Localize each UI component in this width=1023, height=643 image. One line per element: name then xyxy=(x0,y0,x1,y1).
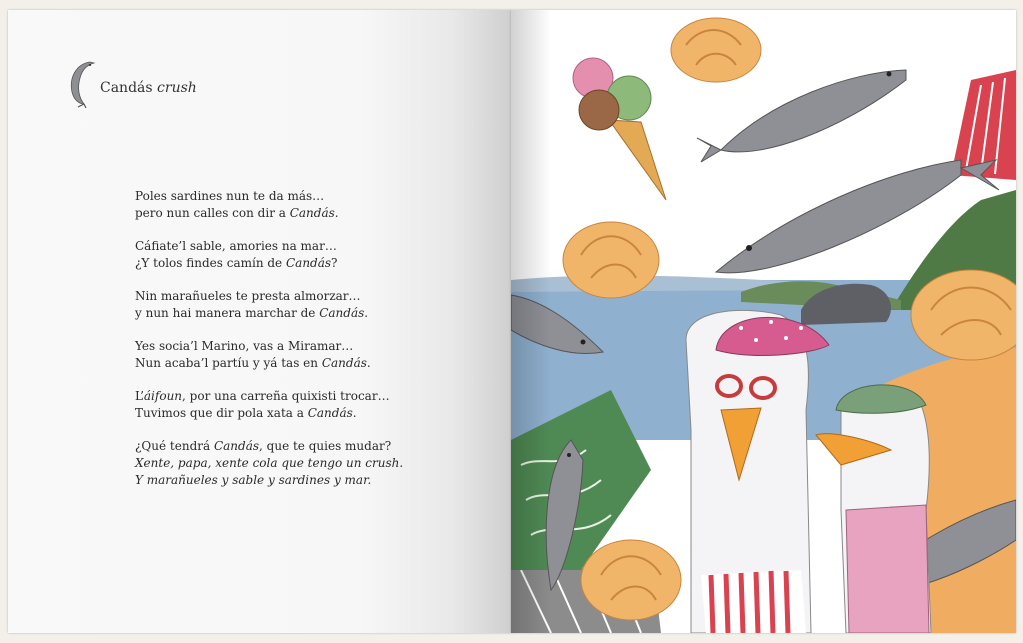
poem-text: . xyxy=(364,306,369,320)
stanza xyxy=(135,438,465,489)
striped-trunks xyxy=(701,570,806,633)
poem-text: y nun hai manera marchar de xyxy=(135,306,320,320)
poem-text: Candás xyxy=(213,439,260,453)
stanza xyxy=(135,188,465,222)
poem-text: L’ xyxy=(135,389,144,403)
poem-text: áifoun xyxy=(143,389,183,403)
poem-text: Candás xyxy=(307,406,353,420)
poem-text: , por una carreña quixisti trocar… xyxy=(182,389,390,403)
poem-line xyxy=(135,355,465,372)
pink-swimsuit xyxy=(846,505,929,633)
beach-illustration xyxy=(511,10,1016,633)
seagull-1 xyxy=(686,310,829,633)
poem-text: Cáfiate’l sable, amories na mar… xyxy=(135,239,337,253)
right-page xyxy=(511,10,1016,633)
sardine-1 xyxy=(697,70,906,162)
poem-line xyxy=(135,455,465,472)
poem xyxy=(135,188,465,505)
poem-text: pero nun calles con dir a xyxy=(135,206,290,220)
poem-line xyxy=(135,388,465,405)
poem-text: . xyxy=(352,406,357,420)
poem-line xyxy=(135,205,465,222)
poem-text: Candás xyxy=(289,206,335,220)
poem-line xyxy=(135,238,465,255)
poem-text: Tuvimos que dir pola xata a xyxy=(135,406,308,420)
poem-text: . xyxy=(366,356,371,370)
poem-text: . xyxy=(334,206,339,220)
pastry-4 xyxy=(581,540,681,620)
left-page xyxy=(8,10,511,633)
pastry-2 xyxy=(563,222,659,298)
stanza xyxy=(135,288,465,322)
pastry-1 xyxy=(671,18,761,82)
poem-text: ¿Qué tendrá xyxy=(135,439,214,453)
poem-text: ¿Y tolos findes camín de xyxy=(135,256,286,270)
poem-text: , que te quies mudar? xyxy=(259,439,392,453)
poem-line xyxy=(135,405,465,422)
poem-line xyxy=(135,338,465,355)
poem-text: Poles sardines nun te da más… xyxy=(135,189,325,203)
stanza xyxy=(135,338,465,372)
poem-line xyxy=(135,255,465,272)
poem-line xyxy=(135,438,465,455)
stanza xyxy=(135,238,465,272)
ice-cream xyxy=(573,58,666,200)
poem-line xyxy=(135,472,465,489)
poem-text: Nun acaba’l partíu y yá tas en xyxy=(135,356,322,370)
poem-text: ? xyxy=(331,256,338,270)
sardine-icon xyxy=(66,58,102,108)
poem-text: Candás xyxy=(321,356,367,370)
stanza xyxy=(135,388,465,422)
poem-text: Yes socia’l Marino, vas a Miramar… xyxy=(135,339,354,353)
poem-text: Candás xyxy=(319,306,365,320)
poem-text: Candás xyxy=(285,256,332,270)
poem-text: Y marañueles y sable y sardines y mar. xyxy=(135,473,372,487)
poem-text: Nin marañueles te presta almorzar… xyxy=(135,289,361,303)
page-title: Candás crush xyxy=(100,80,197,96)
poem-line xyxy=(135,288,465,305)
poem-line xyxy=(135,188,465,205)
poem-line xyxy=(135,305,465,322)
poem-text: Xente, papa, xente cola que tengo un crush. xyxy=(135,456,404,470)
